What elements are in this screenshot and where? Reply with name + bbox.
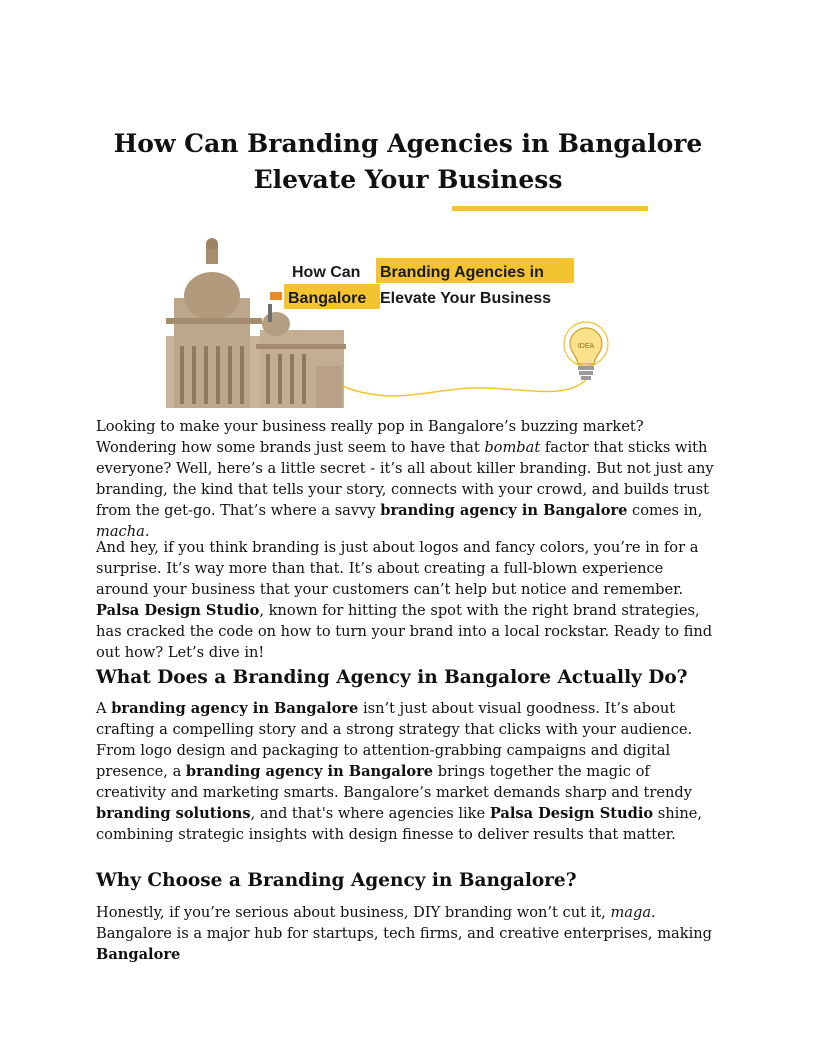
section-heading-what-does: What Does a Branding Agency in Bangalore Actually Do? xyxy=(96,667,688,688)
banner-line1-highlight: Branding Agencies in xyxy=(380,264,544,281)
connector-line xyxy=(342,380,586,396)
title-underline xyxy=(452,206,648,211)
banner-image xyxy=(166,236,616,408)
lightbulb-icon xyxy=(564,322,608,380)
intro-paragraph-1: Looking to make your business really pop in Bangalore’s buzzing market? Wondering how some brands just seem to have that bombat factor that sticks with everyone? Well, here’s a little secret - it’s all about killer branding. But not just any branding, the kind that tells your story, connects with your crowd, and builds trust from the get-go. That’s where a savvy branding agency in Bangalore comes in, macha. xyxy=(96,418,714,540)
section2-paragraph: Honestly, if you’re serious about business, DIY branding won’t cut it, maga. Bangalore is a major hub for startups, tech firms, and creative enterprises, making Bangalore xyxy=(96,904,712,963)
section1-paragraph: A branding agency in Bangalore isn’t just about visual goodness. It’s about crafting a compelling story and a strong strategy that clicks with your audience. From logo design and packaging to attention-grabbing campaigns and digital presence, a branding agency in Bangalore brings together the magic of creativity and marketing smarts. Bangalore’s market demands sharp and trendy branding solutions, and that's where agencies like Palsa Design Studio shine, combining strategic insights with design finesse to deliver results that matter. xyxy=(96,700,702,843)
section-heading-why-choose: Why Choose a Branding Agency in Bangalore? xyxy=(96,870,577,891)
bulb-label: IDEA xyxy=(577,343,595,350)
intro-paragraph-2: And hey, if you think branding is just about logos and fancy colors, you’re in for a surprise. It’s way more than that. It’s about creating a full-blown experience around your business that your customers can’t help but notice and remember. Palsa Design Studio, known for hitting the spot with the right brand strategies, has cracked the code on how to turn your brand into a local rockstar. Ready to find out how? Let’s dive in! xyxy=(96,539,713,661)
page-title xyxy=(96,126,720,198)
title-line-2: Elevate Your Business xyxy=(253,165,563,194)
banner-line2-highlight: Bangalore xyxy=(288,290,367,307)
banner-line2-plain: Elevate Your Business xyxy=(380,290,552,307)
banner-line1-plain: How Can xyxy=(292,264,361,281)
title-line-1: How Can Branding Agencies in Bangalore xyxy=(113,129,703,158)
